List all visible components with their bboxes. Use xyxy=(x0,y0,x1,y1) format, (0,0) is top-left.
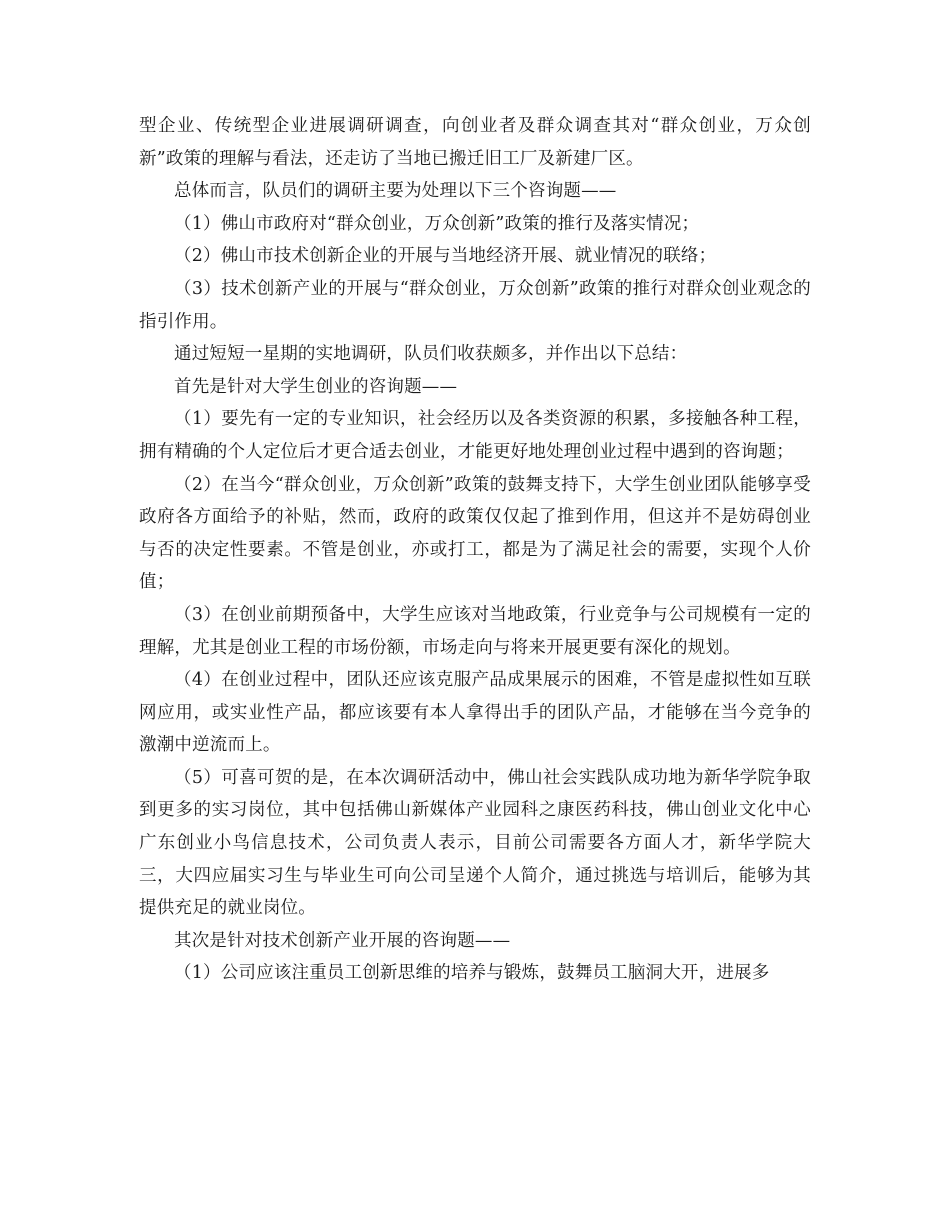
paragraph-summary-heading: 总体而言，队员们的调研主要为处理以下三个咨询题—— xyxy=(174,181,617,202)
paragraph-student-startup-heading: 首先是针对大学生创业的咨询题—— xyxy=(174,376,458,397)
list-item-student-3: （3）在创业前期预备中，大学生应该对当地政策，行业竞争与公司规模有一定的理解，尤其是创业工程的市场份额，市场走向与将来开展更要有深化的规划。 xyxy=(139,604,811,658)
list-item-survey-1: （1）佛山市政府对“群众创业，万众创新”政策的推行及落实情况； xyxy=(174,213,700,234)
list-item-survey-3: （3）技术创新产业的开展与“群众创业，万众创新”政策的推行对群众创业观念的指引作用。 xyxy=(139,278,811,332)
list-item-student-2: （2）在当今“群众创业，万众创新”政策的鼓舞支持下，大学生创业团队能够享受政府各方面给予的补贴，然而，政府的政策仅仅起了推到作用，但这并不是妨碍创业与否的决定性要素。不管是创业，亦或打工，都是为了满足社会的需要，实现个人价值； xyxy=(139,474,811,593)
document-body xyxy=(139,110,811,990)
list-item-tech-1: （1）公司应该注重员工创新思维的培养与锻炼，鼓舞员工脑洞大开，进展多 xyxy=(174,963,770,984)
list-item-student-5: （5）可喜可贺的是，在本次调研活动中，佛山社会实践队成功地为新华学院争取到更多的实习岗位，其中包括佛山新媒体产业园科之康医药科技，佛山创业文化中心广东创业小鸟信息技术，公司负责人表示，目前公司需要各方面人才，新华学院大三，大四应届实习生与毕业生可向公司呈递个人简介，通过挑选与培训后，能够为其提供充足的就业岗位。 xyxy=(139,767,811,919)
list-item-survey-2: （2）佛山市技术创新企业的开展与当地经济开展、就业情况的联络； xyxy=(174,246,717,267)
paragraph-tech-innovation-heading: 其次是针对技术创新产业开展的咨询题—— xyxy=(174,930,511,951)
paragraph-intro-continued: 型企业、传统型企业进展调研调查，向创业者及群众调查其对“群众创业，万众创新”政策的理解与看法，还走访了当地已搬迁旧工厂及新建厂区。 xyxy=(139,116,811,169)
paragraph-conclusion-intro: 通过短短一星期的实地调研，队员们收获颇多，并作出以下总结： xyxy=(174,344,688,365)
list-item-student-4: （4）在创业过程中，团队还应该克服产品成果展示的困难，不管是虚拟性如互联网应用，或实业性产品，都应该要有本人拿得出手的团队产品，才能够在当今竞争的激潮中逆流而上。 xyxy=(139,670,811,756)
list-item-student-1: （1）要先有一定的专业知识，社会经历以及各类资源的积累，多接触各种工程，拥有精确的个人定位后才更合适去创业，才能更好地处理创业过程中遇到的咨询题； xyxy=(139,409,811,462)
